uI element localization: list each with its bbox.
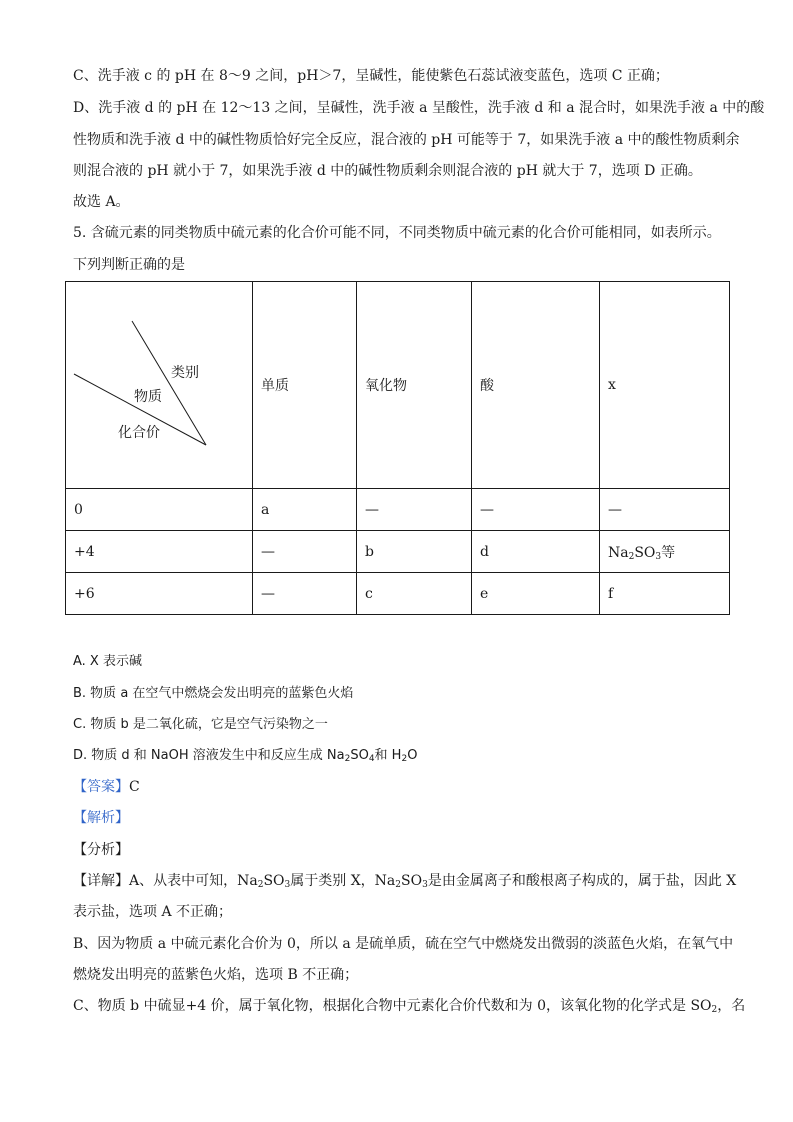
table-cell: d: [472, 531, 600, 573]
table-row: [66, 573, 730, 615]
explanation-line-d3: 则混合液的 pH 就小于 7，如果洗手液 d 中的碱性物质剩余则混合液的 pH 就大于 7，选项 D 正确。: [73, 163, 702, 179]
sulfur-valence-table: [65, 281, 730, 615]
analysis-tag: 【解析】: [73, 810, 129, 826]
detail-line-a1: 【详解】A、从表中可知，$Na_2SO_3$属于类别 X，$Na_2SO_3$是由金属离子和酸根离子构成的，属于盐，因此 X: [73, 873, 737, 890]
table-row: [66, 489, 730, 531]
table-cell: —: [472, 489, 600, 531]
explanation-line-c: C、洗手液 c 的 pH 在 8～9 之间，pH＞7，呈碱性，能使紫色石蕊试液变蓝色，选项 C 正确；: [73, 68, 669, 84]
corner-label-substance: 物质: [134, 389, 162, 405]
detail-line-b2: 燃烧发出明亮的蓝紫色火焰，选项 B 不正确；: [73, 967, 359, 983]
row-valence: +6: [66, 573, 253, 615]
explanation-line-d2: 性物质和洗手液 d 中的碱性物质恰好完全反应，混合液的 pH 可能等于 7，如果洗手液 a 中的酸性物质剩余: [73, 132, 740, 148]
answer-line: [73, 777, 140, 797]
table-cell: —: [253, 573, 357, 615]
header-oxide: 氧化物: [357, 282, 472, 489]
table-cell: a: [253, 489, 357, 531]
row-valence: +4: [66, 531, 253, 573]
header-x: x: [600, 282, 730, 489]
table-cell: —: [253, 531, 357, 573]
row-valence: 0: [66, 489, 253, 531]
detail-line-c1: C、物质 b 中硫显+4 价，属于氧化物，根据化合物中元素化合价代数和为 0，该氧化物的化学式是 $SO_2$，名: [73, 998, 746, 1015]
table-row: [66, 531, 730, 573]
diagonal-header-cell: [66, 282, 253, 489]
table-cell: b: [357, 531, 472, 573]
option-a: A. X 表示碱: [73, 654, 142, 669]
corner-label-category: 类别: [171, 365, 199, 381]
question-stem-2: 下列判断正确的是: [73, 257, 185, 273]
table-cell: —: [600, 489, 730, 531]
conclusion-line: 故选 A。: [73, 194, 130, 210]
fenxi-tag: 【分析】: [73, 842, 129, 858]
detail-line-b1: B、因为物质 a 中硫元素化合价为 0，所以 a 是硫单质，硫在空气中燃烧发出微弱的淡蓝色火焰，在氧气中: [73, 936, 734, 952]
answer-value: C: [129, 779, 140, 795]
header-acid: 酸: [472, 282, 600, 489]
header-elemental: 单质: [253, 282, 357, 489]
detail-tag: 【详解】: [73, 873, 129, 889]
option-b: B. 物质 a 在空气中燃烧会发出明亮的蓝紫色火焰: [73, 686, 354, 701]
detail-line-a2: 表示盐，选项 A 不正确；: [73, 904, 233, 920]
table-cell: e: [472, 573, 600, 615]
table-cell-salt: $Na_2SO_3$等: [600, 531, 730, 573]
table-cell: f: [600, 573, 730, 615]
table-cell: c: [357, 573, 472, 615]
table-cell: —: [357, 489, 472, 531]
option-c: C. 物质 b 是二氧化硫，它是空气污染物之一: [73, 717, 328, 732]
question-stem: 5. 含硫元素的同类物质中硫元素的化合价可能不同，不同类物质中硫元素的化合价可能相同，如表所示。: [73, 225, 721, 241]
corner-label-valence: 化合价: [118, 425, 160, 441]
option-d: D. 物质 d 和 NaOH 溶液发生中和反应生成 $Na_2SO_4$和 $H_2O$: [73, 748, 418, 764]
answer-tag: 【答案】: [73, 779, 129, 795]
explanation-line-d1: D、洗手液 d 的 pH 在 12～13 之间，呈碱性，洗手液 a 呈酸性，洗手液 d 和 a 混合时，如果洗手液 a 中的酸: [73, 100, 765, 116]
